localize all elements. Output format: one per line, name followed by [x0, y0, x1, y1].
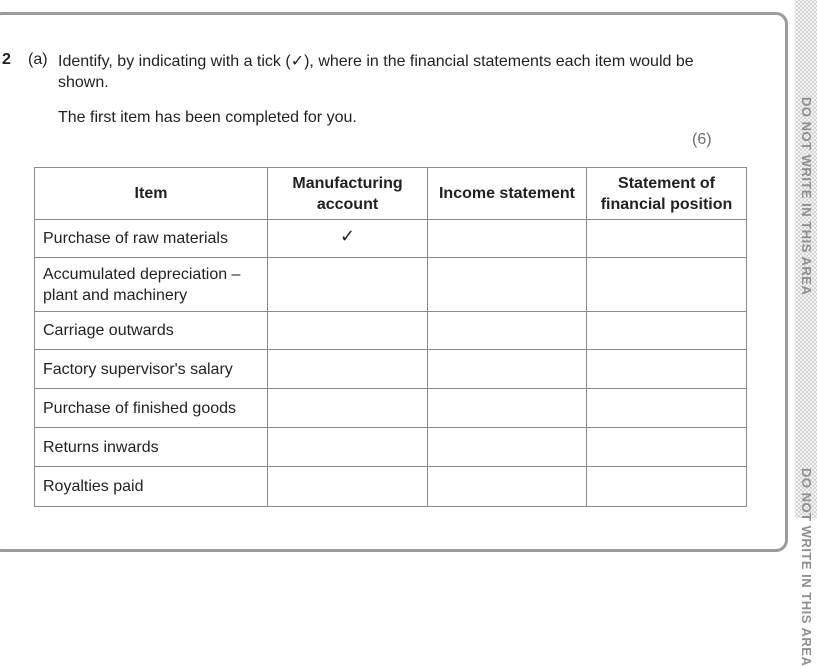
- item-cell: Accumulated depreciation – plant and machinery: [35, 258, 268, 312]
- statement-of-financial-position-cell[interactable]: [587, 220, 747, 258]
- item-cell: Carriage outwards: [35, 312, 268, 350]
- statement-of-financial-position-cell[interactable]: [587, 258, 747, 312]
- margin-warning-text: DO NOT WRITE IN THIS AREA: [799, 97, 814, 296]
- question-note: The first item has been completed for you.: [58, 109, 357, 126]
- income-statement-cell[interactable]: [428, 389, 587, 428]
- income-statement-cell[interactable]: [428, 258, 587, 312]
- table-row: [35, 258, 747, 312]
- income-statement-cell[interactable]: [428, 312, 587, 350]
- item-cell: Returns inwards: [35, 428, 268, 467]
- statement-of-financial-position-cell[interactable]: [587, 350, 747, 389]
- manufacturing-account-cell[interactable]: [268, 350, 428, 389]
- item-cell: Royalties paid: [35, 467, 268, 507]
- question-number: 2: [2, 51, 11, 68]
- item-cell: Purchase of raw materials: [35, 220, 268, 258]
- statement-of-financial-position-cell[interactable]: [587, 389, 747, 428]
- income-statement-cell[interactable]: [428, 467, 587, 507]
- header-item: Item: [35, 168, 268, 220]
- item-cell: Purchase of finished goods: [35, 389, 268, 428]
- item-cell: Factory supervisor's salary: [35, 350, 268, 389]
- question-instruction: Identify, by indicating with a tick (✓), where in the financial statements each item would be shown.: [58, 53, 694, 91]
- margin-warning-text: DO NOT WRITE IN THIS AREA: [799, 468, 814, 666]
- margin-do-not-write-strip: [795, 0, 817, 666]
- manufacturing-account-cell[interactable]: [268, 428, 428, 467]
- table-row: [35, 312, 747, 350]
- manufacturing-account-cell[interactable]: [268, 389, 428, 428]
- table-row: [35, 220, 747, 258]
- table-row: [35, 389, 747, 428]
- classification-table: [34, 167, 747, 507]
- header-statement-of-financial-position: Statement of financial position: [587, 168, 747, 220]
- table-row: [35, 428, 747, 467]
- statement-of-financial-position-cell[interactable]: [587, 428, 747, 467]
- question-part-label: (a): [28, 51, 48, 68]
- manufacturing-account-cell[interactable]: [268, 258, 428, 312]
- table-header-row: [35, 168, 747, 220]
- statement-of-financial-position-cell[interactable]: [587, 312, 747, 350]
- manufacturing-account-cell[interactable]: [268, 467, 428, 507]
- income-statement-cell[interactable]: [428, 428, 587, 467]
- income-statement-cell[interactable]: [428, 220, 587, 258]
- header-manufacturing-account: Manufacturing account: [268, 168, 428, 220]
- manufacturing-account-cell[interactable]: ✓: [268, 220, 428, 258]
- table-row: [35, 350, 747, 389]
- income-statement-cell[interactable]: [428, 350, 587, 389]
- marks-available: (6): [692, 131, 712, 148]
- header-income-statement: Income statement: [428, 168, 587, 220]
- table-row: [35, 467, 747, 507]
- statement-of-financial-position-cell[interactable]: [587, 467, 747, 507]
- manufacturing-account-cell[interactable]: [268, 312, 428, 350]
